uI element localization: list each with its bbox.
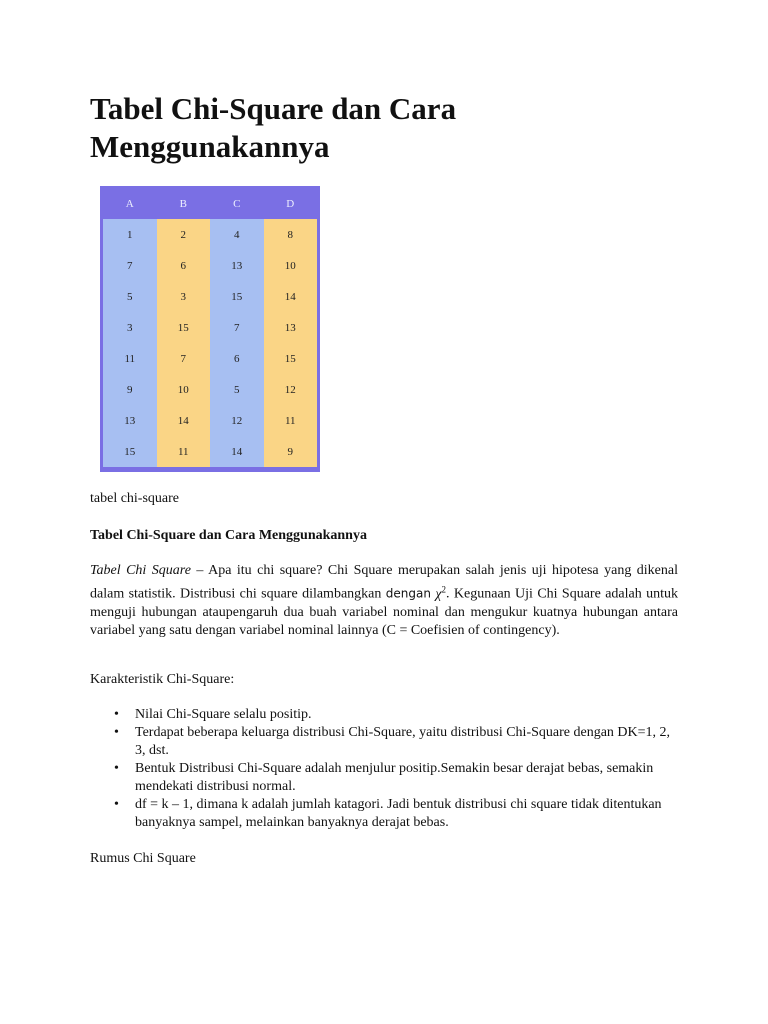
table-header-row <box>103 189 317 219</box>
table-row <box>103 219 317 250</box>
intro-paragraph <box>90 562 678 640</box>
chi-square-table <box>103 189 317 467</box>
table-row <box>103 281 317 312</box>
table-cell: 11 <box>264 405 318 436</box>
column-header: B <box>157 189 211 219</box>
table-cell: 5 <box>210 374 264 405</box>
list-item <box>90 724 680 760</box>
bullet-icon: • <box>114 761 119 776</box>
table-cell: 6 <box>157 250 211 281</box>
table-cell: 12 <box>210 405 264 436</box>
table-cell: 13 <box>264 312 318 343</box>
chi-letter: χ <box>435 586 442 602</box>
table-cell: 13 <box>210 250 264 281</box>
table-cell: 1 <box>103 219 157 250</box>
table-cell: 11 <box>103 343 157 374</box>
chi-symbol <box>435 584 447 602</box>
table-cell: 3 <box>103 312 157 343</box>
page-title: Tabel Chi-Square dan Cara Menggunakannya <box>90 91 457 164</box>
table-cell: 10 <box>157 374 211 405</box>
list-item <box>90 760 680 796</box>
table-cell: 6 <box>210 343 264 374</box>
table-cell: 15 <box>157 312 211 343</box>
table-cell: 9 <box>103 374 157 405</box>
table-cell: 3 <box>157 281 211 312</box>
list-item-text: df = k – 1, dimana k adalah jumlah katagori. Jadi bentuk distribusi chi square tidak ditentukan banyaknya sampel, melainkan banyaknya derajat bebas. <box>135 797 662 830</box>
list-item <box>90 706 680 724</box>
table-row <box>103 405 317 436</box>
bullet-icon: • <box>114 707 119 722</box>
table-cell: 15 <box>103 436 157 467</box>
list-item-text: Bentuk Distribusi Chi-Square adalah menjulur positip.Semakin besar derajat bebas, semakin mendekati distribusi normal. <box>135 761 654 794</box>
table-cell: 13 <box>103 405 157 436</box>
list-item <box>90 796 680 832</box>
column-header: C <box>210 189 264 219</box>
table-cell: 7 <box>103 250 157 281</box>
dengan-word: dengan <box>385 586 431 601</box>
table-cell: 5 <box>103 281 157 312</box>
column-header: A <box>103 189 157 219</box>
table-cell: 8 <box>264 219 318 250</box>
table-cell: 12 <box>264 374 318 405</box>
table-row <box>103 312 317 343</box>
table-cell: 9 <box>264 436 318 467</box>
table-cell: 7 <box>157 343 211 374</box>
table-cell: 2 <box>157 219 211 250</box>
table-row <box>103 343 317 374</box>
table-cell: 10 <box>264 250 318 281</box>
table-row <box>103 374 317 405</box>
table-cell: 14 <box>210 436 264 467</box>
column-header: D <box>264 189 318 219</box>
list-item-text: Terdapat beberapa keluarga distribusi Chi-Square, yaitu distribusi Chi-Square dengan DK=1, 2, 3, dst. <box>135 725 671 758</box>
characteristics-list <box>90 706 680 832</box>
table-cell: 4 <box>210 219 264 250</box>
table-cell: 15 <box>210 281 264 312</box>
table-cell: 14 <box>157 405 211 436</box>
table-cell: 7 <box>210 312 264 343</box>
image-caption: tabel chi-square <box>90 491 180 506</box>
bullet-icon: • <box>114 797 119 812</box>
bullet-icon: • <box>114 725 119 740</box>
table-cell: 14 <box>264 281 318 312</box>
table-cell: 15 <box>264 343 318 374</box>
chi-square-table-image <box>100 186 320 472</box>
intro-term: Tabel Chi Square <box>90 563 191 578</box>
table-cell: 11 <box>157 436 211 467</box>
characteristics-heading: Karakteristik Chi-Square: <box>90 672 235 687</box>
intro-text-2: . Kegunaan Uji Chi Square adalah untuk menguji hubungan ataupengaruh dua buah variabel nominal dan mengukur kuatnya hubungan antara variabel yang satu dengan variabel nominal lainnya (C = Coefisien of contingency). <box>90 586 678 638</box>
table-row <box>103 250 317 281</box>
table-row <box>103 436 317 467</box>
chi-superscript: 2 <box>441 584 447 594</box>
list-item-text: Nilai Chi-Square selalu positip. <box>135 707 312 722</box>
section-heading: Tabel Chi-Square dan Cara Menggunakannya <box>90 528 367 543</box>
intro-text-1: – Apa itu chi square? Chi Square merupakan salah jenis uji hipotesa yang dikenal dalam statistik. Distribusi chi square dilambangkan <box>90 563 679 602</box>
formula-heading: Rumus Chi Square <box>90 851 196 866</box>
